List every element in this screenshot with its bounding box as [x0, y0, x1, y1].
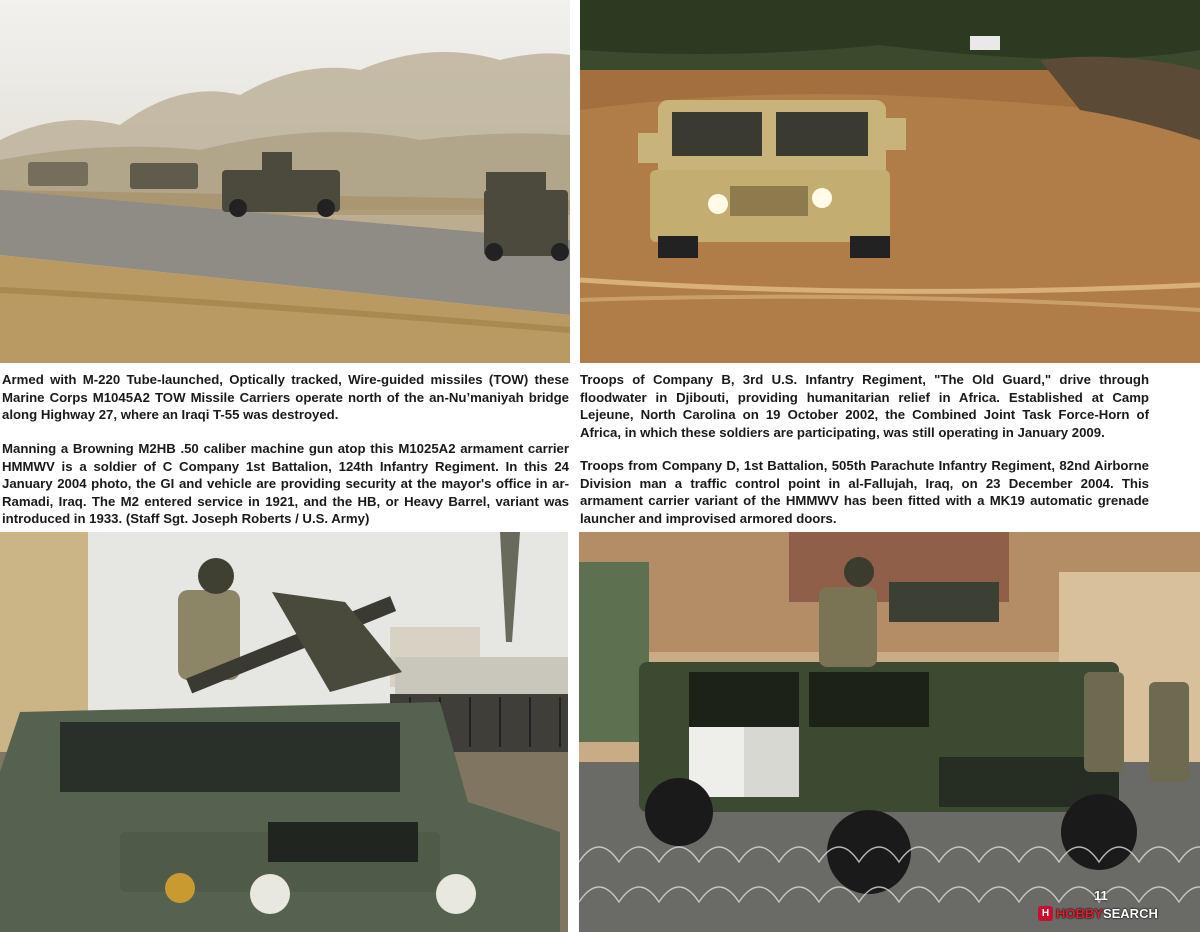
- photo-djibouti-flood: [580, 0, 1200, 363]
- watermark: [1038, 903, 1158, 923]
- watermark-brand-part2: SEARCH: [1102, 905, 1158, 921]
- caption-djibouti-flood: Troops of Company B, 3rd U.S. Infantry Regiment, "The Old Guard," drive through floodwater in Djibouti, providing humanitarian relief in Africa. Established at Camp Lejeune, North Carolina on 19 October 2002, the Combined Joint Task Force-Horn of Africa, in which these soldiers are participating, was still operating in January 2009.: [580, 372, 1149, 440]
- photo-fallujah-mk19: [579, 532, 1200, 932]
- caption-tow-carriers: Armed with M-220 Tube-launched, Optically tracked, Wire-guided missiles (TOW) these Marine Corps M1045A2 TOW Missile Carriers operate north of the an-Nu’maniyah bridge along Highway 27, where an Iraqi T-55 was destroyed.: [2, 372, 569, 423]
- photo-ramadi-gunner: [0, 532, 568, 932]
- watermark-text: [1056, 906, 1158, 921]
- watermark-brand-part1: HOBBY: [1056, 905, 1103, 921]
- caption-ramadi-gunner: Manning a Browning M2HB .50 caliber machine gun atop this M1025A2 armament carrier HMMWV is a soldier of C Company 1st Battalion, 124th Infantry Regiment. In this 24 January 2004 photo, the GI and vehicle are providing security at the mayor's office in ar-Ramadi, Iraq. The M2 entered service in 1921, and the HB, or Heavy Barrel, variant was introduced in 1933. (Staff Sgt. Joseph Roberts / U.S. Army): [2, 441, 569, 527]
- caption-fallujah-mk19: Troops from Company D, 1st Battalion, 505th Parachute Infantry Regiment, 82nd Airborne Division man a traffic control point in al-Fallujah, Iraq, on 23 December 2004. This armament carrier variant of the HMMWV has been fitted with a MK19 automatic grenade launcher and improvised armored doors.: [580, 458, 1149, 526]
- photo-tow-convoy: [0, 0, 570, 363]
- page-number: 11: [1094, 888, 1108, 903]
- hobbysearch-logo-icon: H: [1038, 906, 1053, 921]
